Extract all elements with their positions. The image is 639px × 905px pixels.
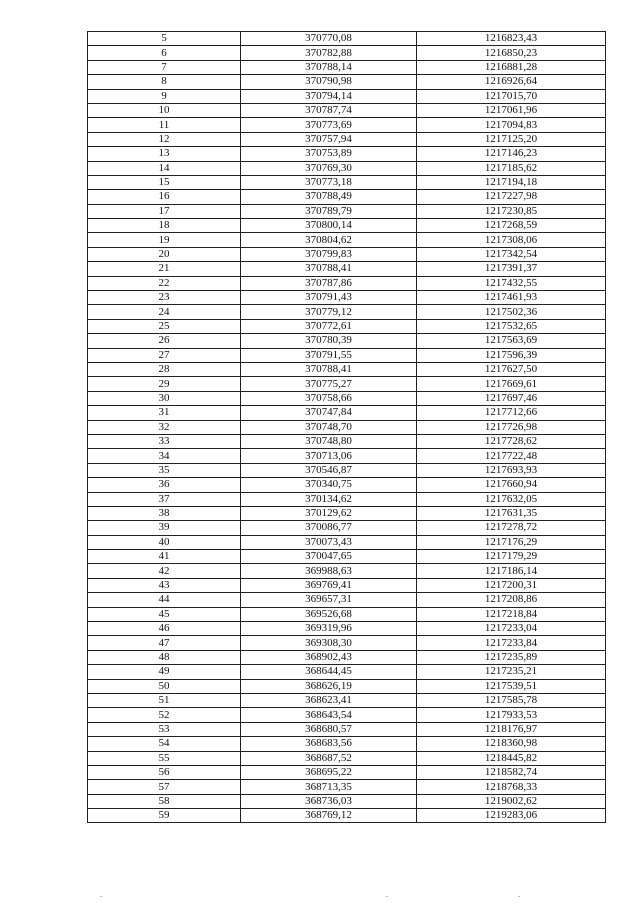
table-row xyxy=(88,60,606,74)
table-row xyxy=(88,564,606,578)
point-number-cell: 10 xyxy=(88,103,241,117)
table-row xyxy=(88,622,606,636)
coordinates-table-body xyxy=(88,32,606,823)
y-coordinate-cell: 1217722,48 xyxy=(417,449,606,463)
y-coordinate-cell: 1217391,37 xyxy=(417,262,606,276)
x-coordinate-cell: 370769,30 xyxy=(241,161,417,175)
x-coordinate-cell: 370129,62 xyxy=(241,506,417,520)
table-row xyxy=(88,765,606,779)
y-coordinate-cell: 1217233,04 xyxy=(417,622,606,636)
point-number-cell: 8 xyxy=(88,75,241,89)
table-row xyxy=(88,578,606,592)
table-row xyxy=(88,650,606,664)
x-coordinate-cell: 370788,41 xyxy=(241,262,417,276)
point-number-cell: 44 xyxy=(88,593,241,607)
x-coordinate-cell: 370782,88 xyxy=(241,46,417,60)
table-row xyxy=(88,708,606,722)
point-number-cell: 43 xyxy=(88,578,241,592)
point-number-cell: 7 xyxy=(88,60,241,74)
y-coordinate-cell: 1217669,61 xyxy=(417,377,606,391)
scan-speck xyxy=(386,896,388,897)
point-number-cell: 31 xyxy=(88,406,241,420)
point-number-cell: 40 xyxy=(88,535,241,549)
x-coordinate-cell: 370073,43 xyxy=(241,535,417,549)
x-coordinate-cell: 370047,65 xyxy=(241,550,417,564)
table-row xyxy=(88,175,606,189)
table-row xyxy=(88,362,606,376)
y-coordinate-cell: 1217278,72 xyxy=(417,521,606,535)
y-coordinate-cell: 1217308,06 xyxy=(417,233,606,247)
point-number-cell: 34 xyxy=(88,449,241,463)
x-coordinate-cell: 370757,94 xyxy=(241,132,417,146)
x-coordinate-cell: 370086,77 xyxy=(241,521,417,535)
y-coordinate-cell: 1218582,74 xyxy=(417,765,606,779)
x-coordinate-cell: 369988,63 xyxy=(241,564,417,578)
point-number-cell: 45 xyxy=(88,607,241,621)
y-coordinate-cell: 1218445,82 xyxy=(417,751,606,765)
point-number-cell: 39 xyxy=(88,521,241,535)
point-number-cell: 50 xyxy=(88,679,241,693)
point-number-cell: 59 xyxy=(88,809,241,823)
x-coordinate-cell: 369769,41 xyxy=(241,578,417,592)
y-coordinate-cell: 1217933,53 xyxy=(417,708,606,722)
x-coordinate-cell: 370747,84 xyxy=(241,406,417,420)
point-number-cell: 30 xyxy=(88,391,241,405)
x-coordinate-cell: 370800,14 xyxy=(241,219,417,233)
x-coordinate-cell: 368626,19 xyxy=(241,679,417,693)
x-coordinate-cell: 368644,45 xyxy=(241,665,417,679)
point-number-cell: 33 xyxy=(88,434,241,448)
y-coordinate-cell: 1216823,43 xyxy=(417,32,606,46)
point-number-cell: 38 xyxy=(88,506,241,520)
table-row xyxy=(88,75,606,89)
y-coordinate-cell: 1217179,29 xyxy=(417,550,606,564)
point-number-cell: 53 xyxy=(88,722,241,736)
point-number-cell: 13 xyxy=(88,147,241,161)
y-coordinate-cell: 1217235,21 xyxy=(417,665,606,679)
table-row xyxy=(88,679,606,693)
table-row xyxy=(88,219,606,233)
x-coordinate-cell: 370713,06 xyxy=(241,449,417,463)
y-coordinate-cell: 1217539,51 xyxy=(417,679,606,693)
point-number-cell: 27 xyxy=(88,348,241,362)
table-row xyxy=(88,204,606,218)
x-coordinate-cell: 368687,52 xyxy=(241,751,417,765)
point-number-cell: 14 xyxy=(88,161,241,175)
table-row xyxy=(88,434,606,448)
point-number-cell: 28 xyxy=(88,362,241,376)
point-number-cell: 11 xyxy=(88,118,241,132)
point-number-cell: 54 xyxy=(88,737,241,751)
table-row xyxy=(88,233,606,247)
point-number-cell: 26 xyxy=(88,334,241,348)
table-row xyxy=(88,118,606,132)
x-coordinate-cell: 370134,62 xyxy=(241,492,417,506)
point-number-cell: 52 xyxy=(88,708,241,722)
x-coordinate-cell: 368736,03 xyxy=(241,794,417,808)
table-row xyxy=(88,463,606,477)
y-coordinate-cell: 1217461,93 xyxy=(417,291,606,305)
point-number-cell: 55 xyxy=(88,751,241,765)
point-number-cell: 49 xyxy=(88,665,241,679)
x-coordinate-cell: 370779,12 xyxy=(241,305,417,319)
point-number-cell: 58 xyxy=(88,794,241,808)
y-coordinate-cell: 1217061,96 xyxy=(417,103,606,117)
y-coordinate-cell: 1217631,35 xyxy=(417,506,606,520)
y-coordinate-cell: 1216850,23 xyxy=(417,46,606,60)
x-coordinate-cell: 368643,54 xyxy=(241,708,417,722)
table-row xyxy=(88,722,606,736)
y-coordinate-cell: 1217563,69 xyxy=(417,334,606,348)
y-coordinate-cell: 1218176,97 xyxy=(417,722,606,736)
point-number-cell: 16 xyxy=(88,190,241,204)
point-number-cell: 12 xyxy=(88,132,241,146)
x-coordinate-cell: 368695,22 xyxy=(241,765,417,779)
y-coordinate-cell: 1217660,94 xyxy=(417,478,606,492)
y-coordinate-cell: 1217728,62 xyxy=(417,434,606,448)
x-coordinate-cell: 370788,14 xyxy=(241,60,417,74)
y-coordinate-cell: 1217585,78 xyxy=(417,693,606,707)
x-coordinate-cell: 370546,87 xyxy=(241,463,417,477)
y-coordinate-cell: 1217235,89 xyxy=(417,650,606,664)
point-number-cell: 32 xyxy=(88,420,241,434)
table-row xyxy=(88,737,606,751)
point-number-cell: 56 xyxy=(88,765,241,779)
table-row xyxy=(88,276,606,290)
table-row xyxy=(88,535,606,549)
x-coordinate-cell: 370773,69 xyxy=(241,118,417,132)
x-coordinate-cell: 370773,18 xyxy=(241,175,417,189)
point-number-cell: 21 xyxy=(88,262,241,276)
x-coordinate-cell: 368623,41 xyxy=(241,693,417,707)
table-row xyxy=(88,420,606,434)
point-number-cell: 24 xyxy=(88,305,241,319)
y-coordinate-cell: 1217342,54 xyxy=(417,247,606,261)
table-row xyxy=(88,751,606,765)
y-coordinate-cell: 1217693,93 xyxy=(417,463,606,477)
y-coordinate-cell: 1218360,98 xyxy=(417,737,606,751)
table-row xyxy=(88,780,606,794)
y-coordinate-cell: 1217432,55 xyxy=(417,276,606,290)
y-coordinate-cell: 1217125,20 xyxy=(417,132,606,146)
x-coordinate-cell: 370790,98 xyxy=(241,75,417,89)
table-row xyxy=(88,334,606,348)
x-coordinate-cell: 370789,79 xyxy=(241,204,417,218)
x-coordinate-cell: 370794,14 xyxy=(241,89,417,103)
x-coordinate-cell: 368683,56 xyxy=(241,737,417,751)
x-coordinate-cell: 370787,74 xyxy=(241,103,417,117)
point-number-cell: 5 xyxy=(88,32,241,46)
x-coordinate-cell: 368902,43 xyxy=(241,650,417,664)
scan-speck xyxy=(100,896,102,897)
table-row xyxy=(88,809,606,823)
table-row xyxy=(88,161,606,175)
point-number-cell: 19 xyxy=(88,233,241,247)
table-row xyxy=(88,506,606,520)
y-coordinate-cell: 1217712,66 xyxy=(417,406,606,420)
y-coordinate-cell: 1217532,65 xyxy=(417,319,606,333)
point-number-cell: 6 xyxy=(88,46,241,60)
point-number-cell: 15 xyxy=(88,175,241,189)
table-row xyxy=(88,132,606,146)
table-row xyxy=(88,449,606,463)
y-coordinate-cell: 1219283,06 xyxy=(417,809,606,823)
table-row xyxy=(88,291,606,305)
x-coordinate-cell: 369308,30 xyxy=(241,636,417,650)
point-number-cell: 18 xyxy=(88,219,241,233)
y-coordinate-cell: 1217194,18 xyxy=(417,175,606,189)
x-coordinate-cell: 368713,35 xyxy=(241,780,417,794)
point-number-cell: 9 xyxy=(88,89,241,103)
x-coordinate-cell: 370788,41 xyxy=(241,362,417,376)
table-row xyxy=(88,46,606,60)
x-coordinate-cell: 368769,12 xyxy=(241,809,417,823)
table-row xyxy=(88,665,606,679)
table-row xyxy=(88,319,606,333)
y-coordinate-cell: 1217015,70 xyxy=(417,89,606,103)
y-coordinate-cell: 1217627,50 xyxy=(417,362,606,376)
y-coordinate-cell: 1218768,33 xyxy=(417,780,606,794)
table-row xyxy=(88,478,606,492)
table-row xyxy=(88,32,606,46)
table-row xyxy=(88,636,606,650)
y-coordinate-cell: 1217186,14 xyxy=(417,564,606,578)
point-number-cell: 23 xyxy=(88,291,241,305)
x-coordinate-cell: 369526,68 xyxy=(241,607,417,621)
table-row xyxy=(88,607,606,621)
table-row xyxy=(88,262,606,276)
point-number-cell: 22 xyxy=(88,276,241,290)
x-coordinate-cell: 370791,43 xyxy=(241,291,417,305)
y-coordinate-cell: 1217146,23 xyxy=(417,147,606,161)
x-coordinate-cell: 370799,83 xyxy=(241,247,417,261)
table-row xyxy=(88,103,606,117)
table-row xyxy=(88,693,606,707)
point-number-cell: 37 xyxy=(88,492,241,506)
y-coordinate-cell: 1217726,98 xyxy=(417,420,606,434)
table-row xyxy=(88,89,606,103)
y-coordinate-cell: 1217233,84 xyxy=(417,636,606,650)
table-row xyxy=(88,406,606,420)
coordinates-table xyxy=(87,31,606,823)
table-row xyxy=(88,147,606,161)
point-number-cell: 51 xyxy=(88,693,241,707)
point-number-cell: 29 xyxy=(88,377,241,391)
point-number-cell: 20 xyxy=(88,247,241,261)
point-number-cell: 35 xyxy=(88,463,241,477)
point-number-cell: 36 xyxy=(88,478,241,492)
x-coordinate-cell: 370772,61 xyxy=(241,319,417,333)
table-row xyxy=(88,593,606,607)
x-coordinate-cell: 370780,39 xyxy=(241,334,417,348)
point-number-cell: 48 xyxy=(88,650,241,664)
x-coordinate-cell: 370748,80 xyxy=(241,434,417,448)
x-coordinate-cell: 370770,08 xyxy=(241,32,417,46)
point-number-cell: 25 xyxy=(88,319,241,333)
x-coordinate-cell: 370775,27 xyxy=(241,377,417,391)
y-coordinate-cell: 1219002,62 xyxy=(417,794,606,808)
y-coordinate-cell: 1217094,83 xyxy=(417,118,606,132)
point-number-cell: 17 xyxy=(88,204,241,218)
table-row xyxy=(88,377,606,391)
x-coordinate-cell: 370758,66 xyxy=(241,391,417,405)
table-row xyxy=(88,550,606,564)
table-row xyxy=(88,794,606,808)
x-coordinate-cell: 370753,89 xyxy=(241,147,417,161)
y-coordinate-cell: 1217185,62 xyxy=(417,161,606,175)
y-coordinate-cell: 1216881,28 xyxy=(417,60,606,74)
point-number-cell: 57 xyxy=(88,780,241,794)
table-row xyxy=(88,492,606,506)
y-coordinate-cell: 1217227,98 xyxy=(417,190,606,204)
x-coordinate-cell: 370340,75 xyxy=(241,478,417,492)
scan-speck xyxy=(518,896,520,897)
x-coordinate-cell: 370791,55 xyxy=(241,348,417,362)
x-coordinate-cell: 370804,62 xyxy=(241,233,417,247)
y-coordinate-cell: 1217230,85 xyxy=(417,204,606,218)
y-coordinate-cell: 1216926,64 xyxy=(417,75,606,89)
x-coordinate-cell: 369319,96 xyxy=(241,622,417,636)
point-number-cell: 46 xyxy=(88,622,241,636)
y-coordinate-cell: 1217632,05 xyxy=(417,492,606,506)
table-row xyxy=(88,247,606,261)
table-row xyxy=(88,190,606,204)
point-number-cell: 47 xyxy=(88,636,241,650)
y-coordinate-cell: 1217697,46 xyxy=(417,391,606,405)
table-row xyxy=(88,305,606,319)
point-number-cell: 42 xyxy=(88,564,241,578)
y-coordinate-cell: 1217218,84 xyxy=(417,607,606,621)
x-coordinate-cell: 370748,70 xyxy=(241,420,417,434)
x-coordinate-cell: 370788,49 xyxy=(241,190,417,204)
y-coordinate-cell: 1217268,59 xyxy=(417,219,606,233)
table-row xyxy=(88,348,606,362)
table-row xyxy=(88,521,606,535)
x-coordinate-cell: 370787,86 xyxy=(241,276,417,290)
y-coordinate-cell: 1217200,31 xyxy=(417,578,606,592)
y-coordinate-cell: 1217208,86 xyxy=(417,593,606,607)
y-coordinate-cell: 1217176,29 xyxy=(417,535,606,549)
table-row xyxy=(88,391,606,405)
y-coordinate-cell: 1217596,39 xyxy=(417,348,606,362)
x-coordinate-cell: 368680,57 xyxy=(241,722,417,736)
y-coordinate-cell: 1217502,36 xyxy=(417,305,606,319)
x-coordinate-cell: 369657,31 xyxy=(241,593,417,607)
point-number-cell: 41 xyxy=(88,550,241,564)
